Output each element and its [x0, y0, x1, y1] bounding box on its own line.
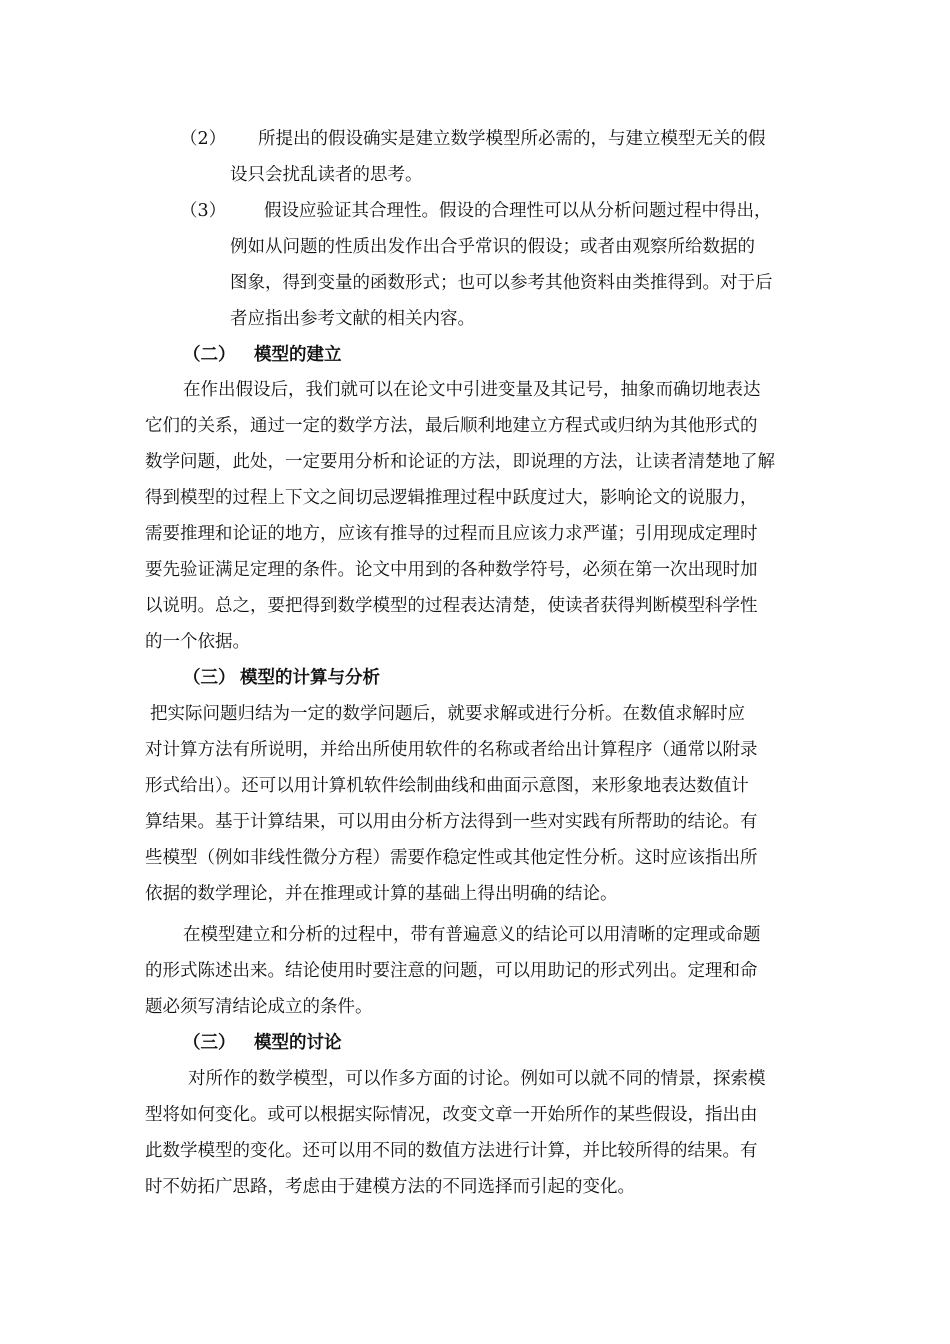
- paragraph-line: 数学问题，此处，一定要用分析和论证的方法，即说理的方法，让读者清楚地了解: [145, 452, 775, 472]
- paragraph-line: 题必须写清结论成立的条件。: [145, 997, 373, 1017]
- paragraph-line: 对所作的数学模型，可以作多方面的讨论。例如可以就不同的情景，探索模: [188, 1069, 766, 1089]
- paragraph-line: 算结果。基于计算结果，可以用由分析方法得到一些对实践有所帮助的结论。有: [145, 812, 758, 832]
- list-line: 图象，得到变量的函数形式；也可以参考其他资料由类推得到。对于后: [230, 273, 773, 293]
- list-line: 设只会扰乱读者的思考。: [230, 165, 423, 185]
- paragraph-line: 在模型建立和分析的过程中，带有普遍意义的结论可以用清晰的定理或命题: [183, 925, 761, 945]
- list-line: 者应指出参考文献的相关内容。: [230, 309, 475, 329]
- paragraph-line: 些模型（例如非线性微分方程）需要作稳定性或其他定性分析。这时应该指出所: [145, 848, 758, 868]
- paragraph-line: 对计算方法有所说明，并给出所使用软件的名称或者给出计算程序（通常以附录: [145, 740, 758, 760]
- paragraph-line: 型将如何变化。或可以根据实际情况，改变文章一开始所作的某些假设，指出由: [145, 1105, 758, 1125]
- paragraph-line: 此数学模型的变化。还可以用不同的数值方法进行计算，并比较所得的结果。有: [145, 1141, 758, 1161]
- paragraph-line: 它们的关系，通过一定的数学方法，最后顺利地建立方程式或归纳为其他形式的: [145, 416, 758, 436]
- paragraph-line: 在作出假设后，我们就可以在论文中引进变量及其记号，抽象而确切地表达: [183, 380, 761, 400]
- paragraph-line: 把实际问题归结为一定的数学问题后，就要求解或进行分析。在数值求解时应: [150, 704, 745, 724]
- paragraph-line: 以说明。总之，要把得到数学模型的过程表达清楚，使读者获得判断模型科学性: [145, 596, 758, 616]
- section-heading-number: （三）: [183, 668, 236, 688]
- list-number-2: （2）: [180, 129, 227, 149]
- paragraph-line: 形式给出）。还可以用计算机软件绘制曲线和曲面示意图，来形象地表达数值计: [145, 776, 749, 796]
- list-number-3: （3）: [180, 201, 227, 221]
- paragraph-line: 的形式陈述出来。结论使用时要注意的问题，可以用助记的形式列出。定理和命: [145, 961, 758, 981]
- list-line: 所提出的假设确实是建立数学模型所必需的，与建立模型无关的假: [258, 129, 766, 149]
- section-heading-title: 模型的计算与分析: [240, 668, 380, 688]
- paragraph-line: 得到模型的过程上下文之间切忌逻辑推理过程中跃度过大，影响论文的说服力，: [145, 488, 758, 508]
- section-heading-number: （二）: [183, 345, 236, 365]
- section-heading-title: 模型的讨论: [254, 1033, 342, 1053]
- section-heading-number: （三）: [183, 1033, 236, 1053]
- paragraph-line: 要先验证满足定理的条件。论文中用到的各种数学符号，必须在第一次出现时加: [145, 560, 758, 580]
- paragraph-line: 的一个依据。: [145, 632, 250, 652]
- section-heading-title: 模型的建立: [254, 345, 342, 365]
- paragraph-line: 依据的数学理论，并在推理或计算的基础上得出明确的结论。: [145, 884, 618, 904]
- paragraph-line: 需要推理和论证的地方，应该有推导的过程而且应该力求严谨；引用现成定理时: [145, 524, 758, 544]
- paragraph-line: 时不妨拓广思路，考虑由于建模方法的不同选择而引起的变化。: [145, 1177, 635, 1197]
- list-line: 例如从问题的性质出发作出合乎常识的假设；或者由观察所给数据的: [230, 237, 755, 257]
- list-line: 假设应验证其合理性。假设的合理性可以从分析问题过程中得出，: [264, 201, 772, 221]
